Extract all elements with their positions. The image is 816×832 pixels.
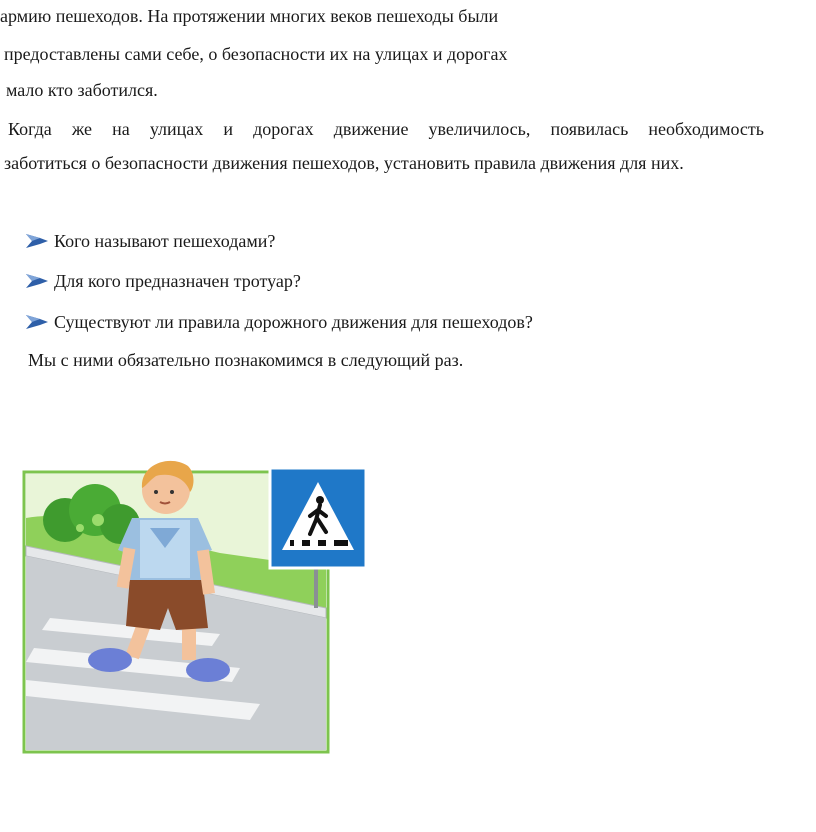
paragraph2-line2: заботиться о безопасности движения пешеходов, установить правила движения для них.: [4, 153, 684, 173]
question-item: [26, 268, 301, 294]
question-item: [26, 309, 533, 335]
closing-sentence: Мы с ними обязательно познакомимся в следующий раз.: [28, 350, 464, 370]
shoe: [88, 648, 132, 672]
paragraph1-line2: предоставлены сами себе, о безопасности их на улицах и дорогах: [4, 44, 508, 64]
question-item: [26, 228, 275, 254]
question-text: Кого называют пешеходами?: [54, 230, 276, 251]
question-text: Существуют ли правила дорожного движения для пешеходов?: [54, 311, 533, 332]
arrow-chevron-icon: [26, 315, 48, 329]
arrow-chevron-icon: [26, 274, 48, 288]
shoe: [186, 658, 230, 682]
paragraph1-line3: мало кто заботился.: [6, 80, 158, 100]
pedestrian-crossing-illustration: [20, 458, 370, 754]
question-text: Для кого предназначен тротуар?: [54, 270, 301, 291]
paragraph1-line1: армию пешеходов. На протяжении многих веков пешеходы были: [0, 6, 499, 26]
arrow-chevron-icon: [26, 234, 48, 248]
paragraph2-line1: Когда же на улицах и дорогах движение увеличилось, появилась необходимость: [8, 119, 764, 139]
